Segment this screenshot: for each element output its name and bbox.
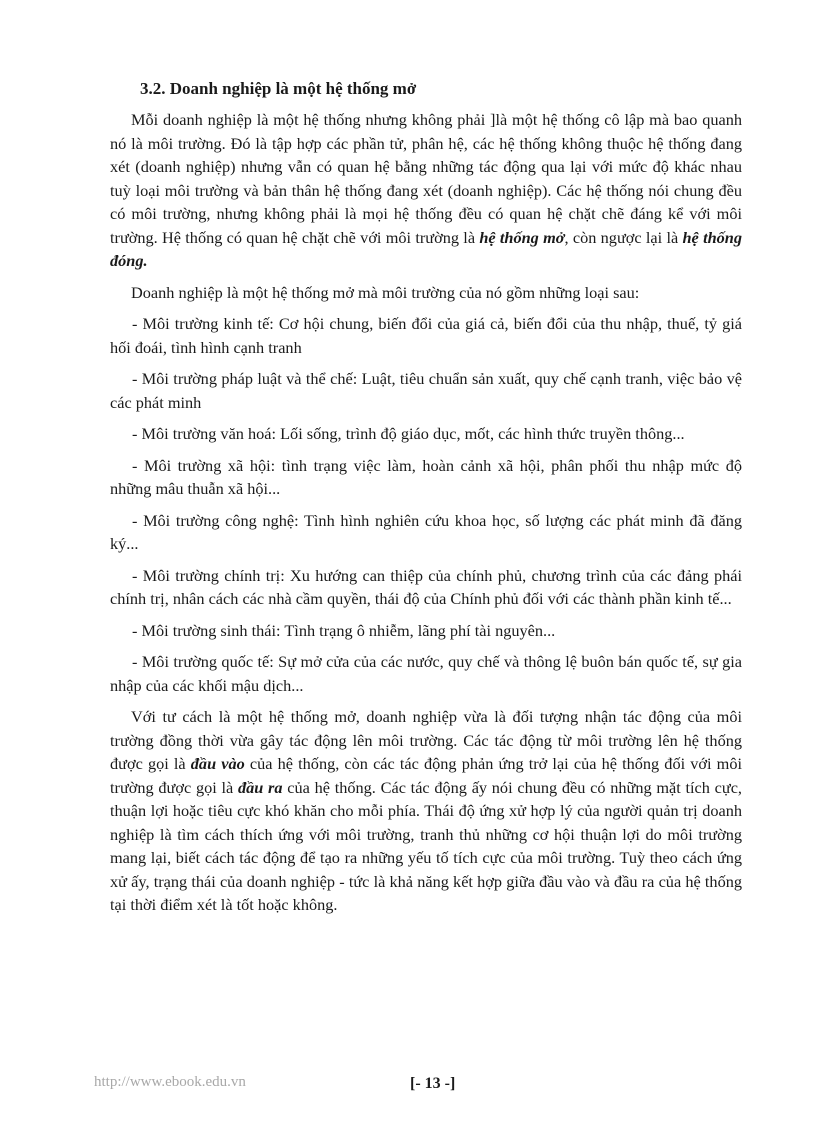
list-item-technology: - Môi trường công nghệ: Tình hình nghiên cứu khoa học, số lượng các phát minh đã đăng ký... [110,510,742,553]
list-item-international: - Môi trường quốc tế: Sự mở cửa của các nước, quy chế và thông lệ buôn bán quốc tế, sự gia nhập của các khối mậu dịch... [110,652,742,695]
paragraph-text: , còn ngược lại là [564,227,683,247]
footer-url: http://www.ebook.edu.vn [94,1074,246,1090]
term-open-system: hệ thống mở [479,227,565,247]
paragraph-text: Với tư cách là một hệ thống mở, doanh nghiệp vừa là đối tượng nhận tác động của môi trường đồng thời vừa gây tác động lên môi trường. Các tác động từ môi trường lên hệ thống được gọi là [110,707,742,773]
list-item-cultural: - Môi trường văn hoá: Lối sống, trình độ giáo dục, mốt, các hình thức truyền thông... [132,424,685,443]
paragraph-text: của hệ thống. Các tác động ấy nói chung đều có những mặt tích cực, thuận lợi hoặc tiêu cực khó khăn cho mỗi phía. Thái độ ứng xử hợp lý của người quản trị doanh nghiệp là tìm cách thích ứng với môi trường, tranh thủ những cơ hội thuận lợi do môi trường mang lại, biết cách tác động để tạo ra những yếu tố tích cực của môi trường. Tuỳ theo cách ứng xử ấy, trạng thái của doanh nghiệp - tức là khả năng kết hợp giữa đầu vào và đầu ra của hệ thống tại thời điểm xét là tốt hoặc không. [110,777,742,914]
list-item-economic: - Môi trường kinh tế: Cơ hội chung, biến đổi của giá cả, biến đổi của thu nhập, thuế, tỷ giá hối đoái, tình hình cạnh tranh [110,314,742,357]
term-closed-system: hệ thống đóng. [110,227,742,270]
paragraph-environment-intro: Doanh nghiệp là một hệ thống mở mà môi trường của nó gồm những loại sau: [131,282,640,302]
term-input: đầu vào [190,754,245,773]
list-item-social: - Môi trường xã hội: tình trạng việc làm, hoàn cảnh xã hội, phân phối thu nhập mức độ những mâu thuẫn xã hội... [110,455,742,498]
paragraph-open-system [110,108,742,273]
page-number: [- 13 -] [410,1075,456,1092]
document-page [110,78,742,925]
paragraph-text: Mỗi doanh nghiệp là một hệ thống nhưng không phải ]là một hệ thống cô lập mà bao quanh nó là môi trường. Đó là tập hợp các phần tử, phân hệ, các hệ thống không thuộc hệ thống đang xét (doanh nghiệp) nhưng vẫn có quan hệ bằng những tác động qua lại với mức độ khác nhau tuỳ loại môi trường và bản thân hệ thống đang xét (doanh nghiệp). Các hệ thống nói chung đều có môi trường, nhưng không phải là mọi hệ thống đều có quan hệ chặt chẽ đáng kể với môi trường. Hệ thống có quan hệ chặt chẽ với môi trường là [110,110,742,247]
list-item-political: - Môi trường chính trị: Xu hướng can thiệp của chính phủ, chương trình của các đảng phái chính trị, nhân cách các nhà cầm quyền, thái độ của Chính phủ đối với các thành phần kinh tế... [110,565,742,608]
list-item-legal: - Môi trường pháp luật và thể chế: Luật, tiêu chuẩn sản xuất, quy chế cạnh tranh, việc bảo vệ các phát minh [110,369,742,412]
paragraph-text: của hệ thống, còn các tác động phản ứng trở lại của hệ thống đối với môi trường được gọi là [110,754,742,797]
paragraph-input-output [110,705,742,917]
section-title: 3.2. Doanh nghiệp là một hệ thống mở [140,79,417,98]
list-item-ecological: - Môi trường sinh thái: Tình trạng ô nhiễm, lãng phí tài nguyên... [132,620,556,640]
term-output: đầu ra [237,777,283,797]
